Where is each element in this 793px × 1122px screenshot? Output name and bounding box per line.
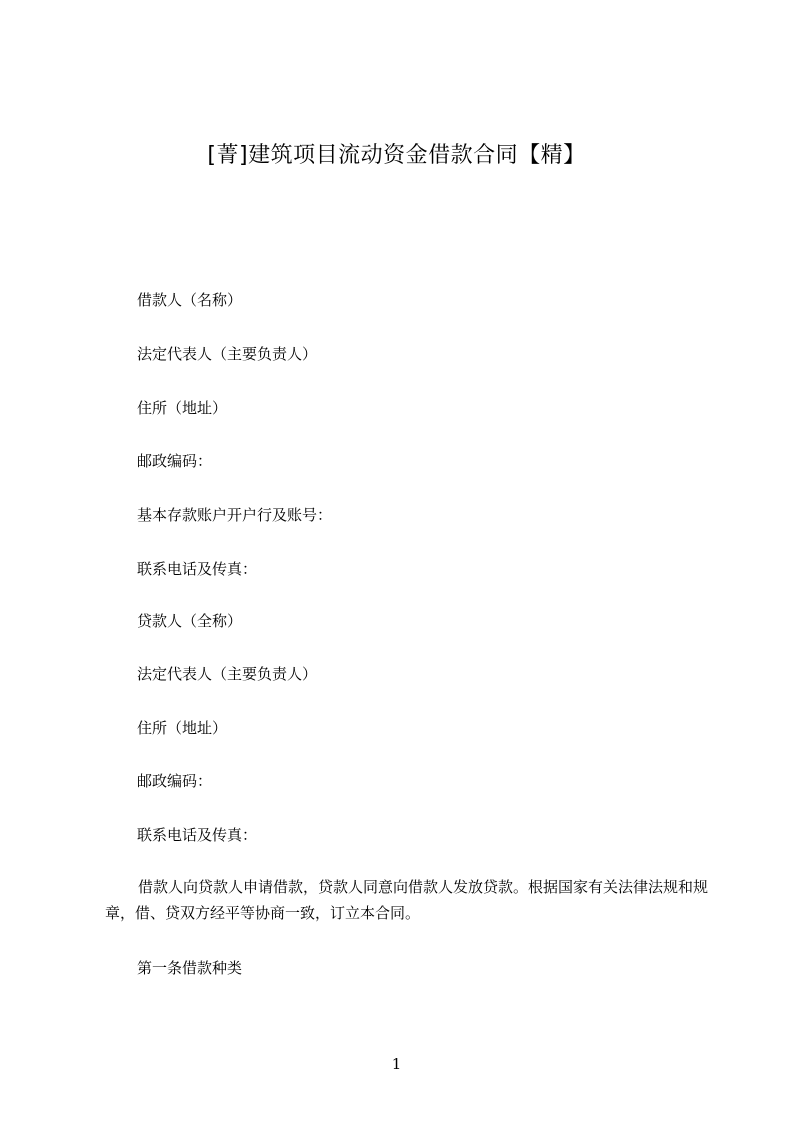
borrower-address-label: 住所（地址）: [137, 399, 228, 417]
document-title: [菁]建筑项目流动资金借款合同【精】: [207, 143, 586, 168]
lender-phone-fax-label: 联系电话及传真：: [137, 826, 258, 844]
intro-paragraph: 借款人向贷款人申请借款，贷款人同意向借款人发放贷款。根据国家有关法律法规和规章，借、贷双方经平等协商一致，订立本合同。: [105, 878, 709, 922]
page-number: 1: [391, 1055, 402, 1073]
borrower-postcode-label: 邮政编码：: [137, 452, 213, 470]
article-1-heading: 第一条借款种类: [137, 959, 243, 977]
lender-name-label: 贷款人（全称）: [137, 612, 243, 630]
lender-address-label: 住所（地址）: [137, 719, 228, 737]
borrower-phone-fax-label: 联系电话及传真：: [137, 560, 258, 578]
borrower-legal-rep-label: 法定代表人（主要负责人）: [137, 345, 318, 363]
borrower-bank-account-label: 基本存款账户开户行及账号：: [137, 506, 333, 524]
borrower-name-label: 借款人（名称）: [137, 291, 243, 309]
lender-legal-rep-label: 法定代表人（主要负责人）: [137, 665, 318, 683]
lender-postcode-label: 邮政编码：: [137, 772, 213, 790]
